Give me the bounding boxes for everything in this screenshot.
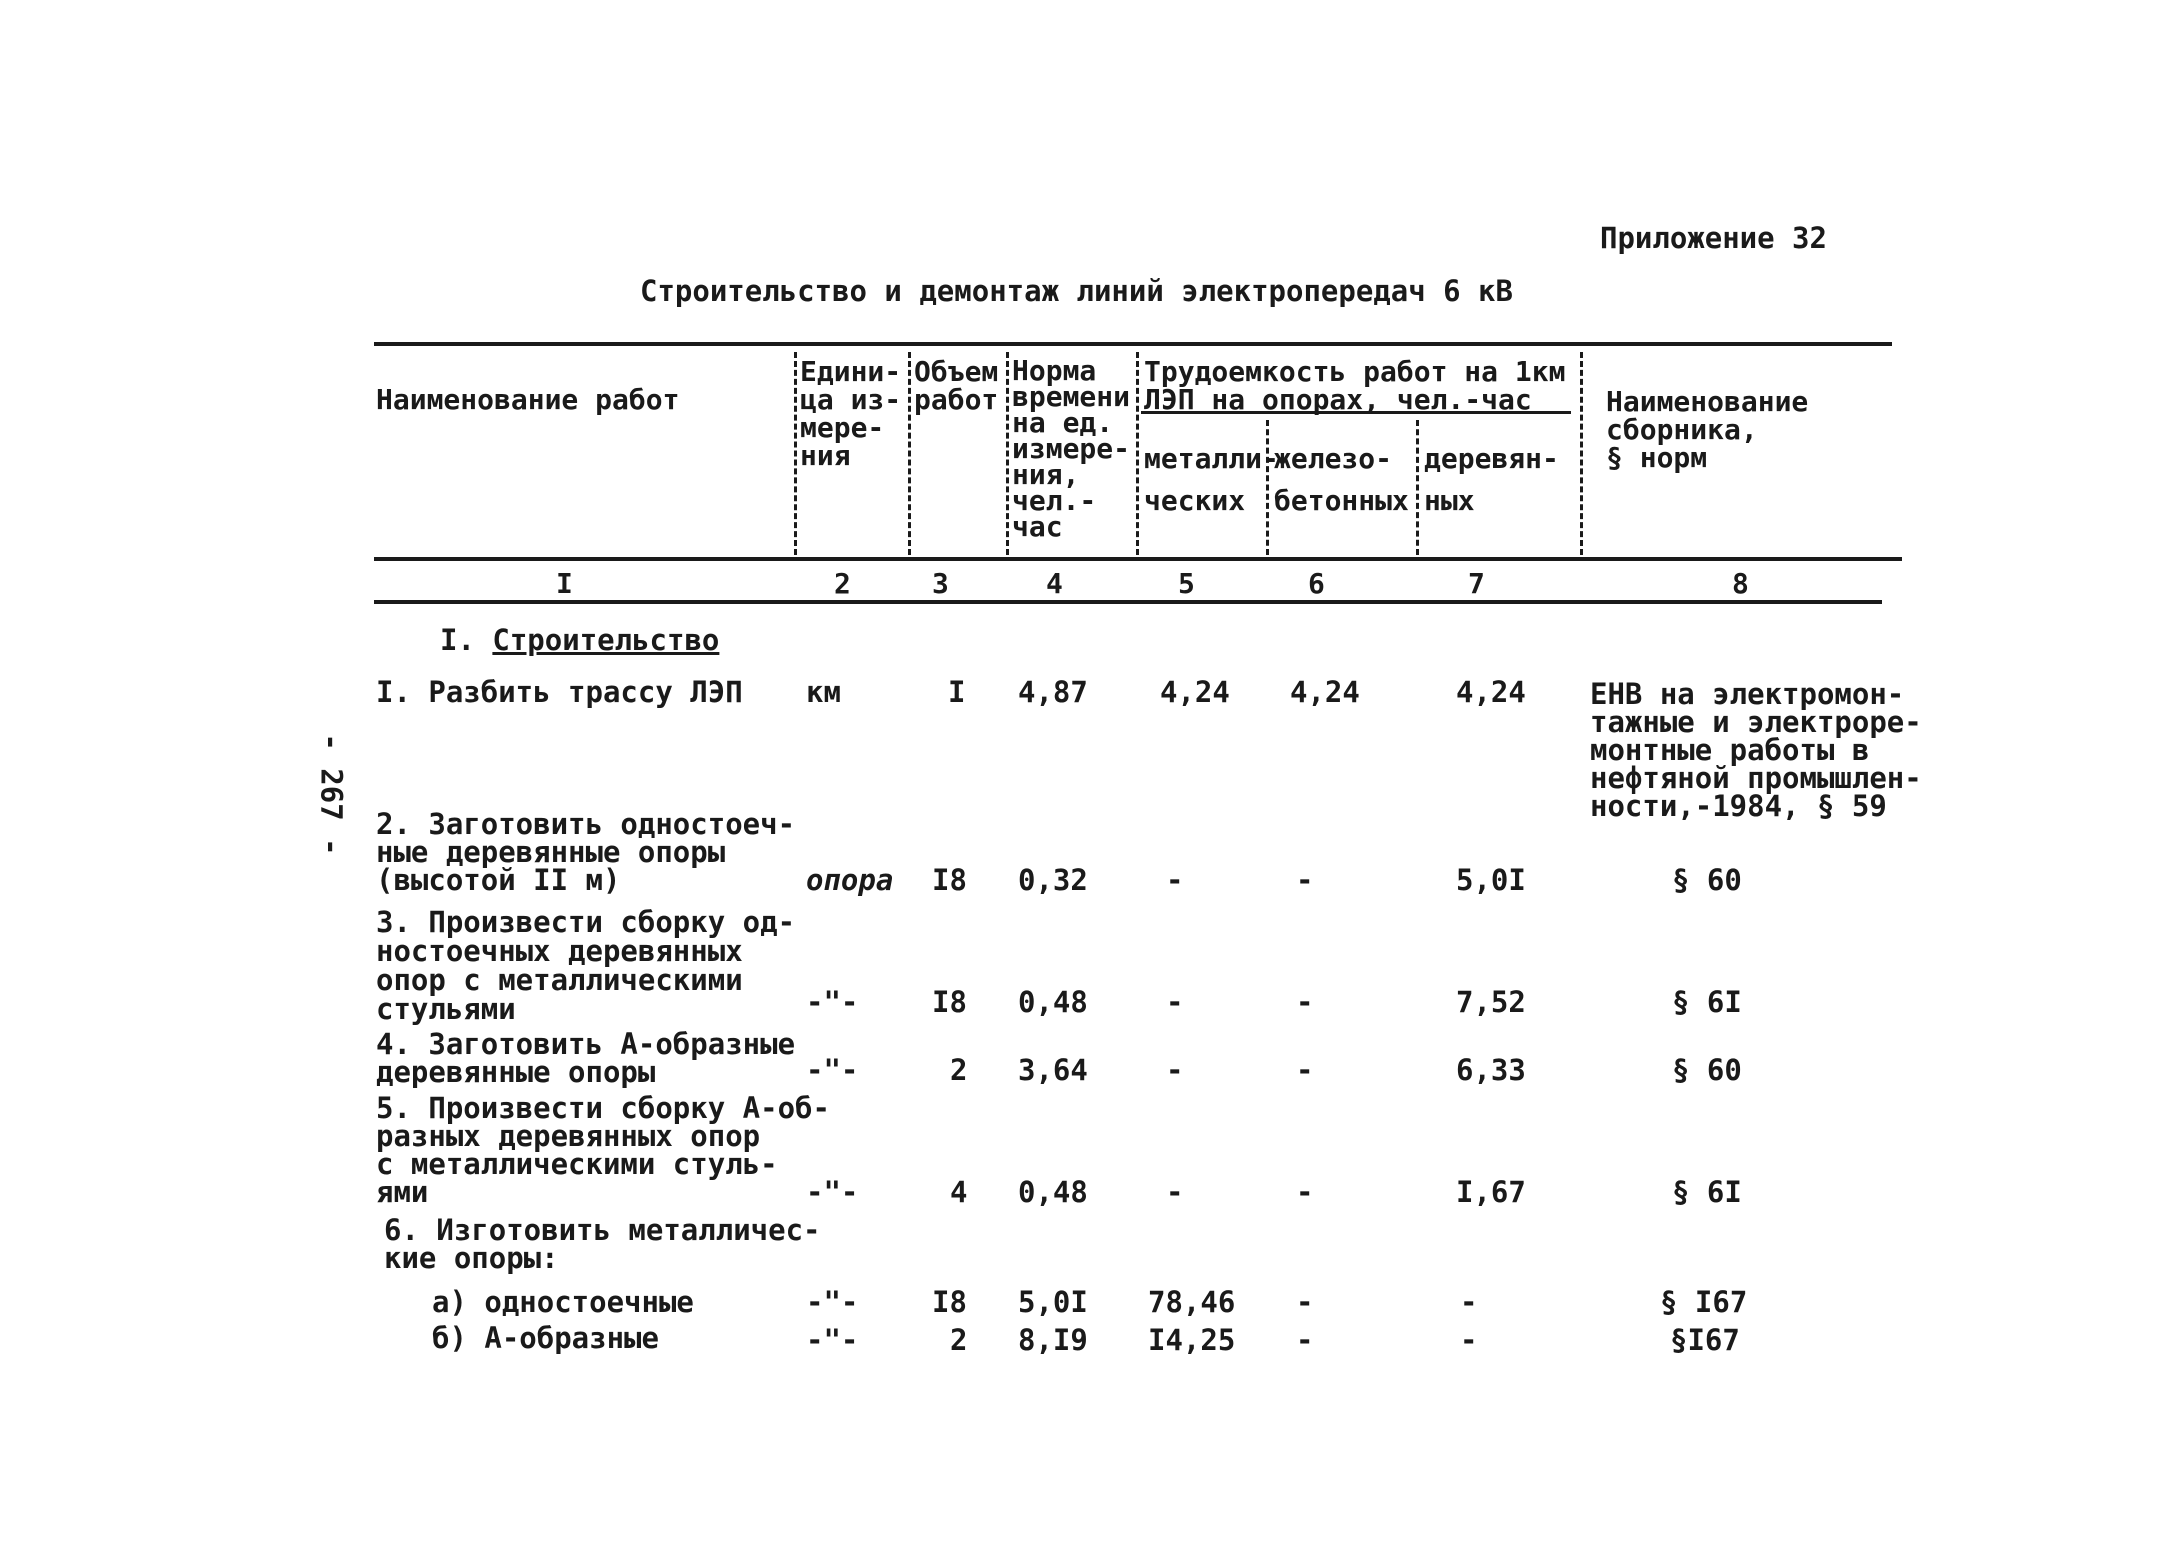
row-3-concrete: - bbox=[1296, 985, 1314, 1019]
row-6a-metal: 78,46 bbox=[1148, 1285, 1236, 1319]
col-number: 7 bbox=[1468, 567, 1485, 600]
row-2-unit: опора bbox=[806, 863, 894, 897]
header-col-metal: металли- ческих bbox=[1144, 442, 1279, 517]
row-3-wood: 7,52 bbox=[1456, 985, 1526, 1019]
row-4-wood: 6,33 bbox=[1456, 1053, 1526, 1087]
header-separator bbox=[1006, 352, 1009, 555]
col-number: 4 bbox=[1046, 567, 1063, 600]
col-number: 6 bbox=[1308, 567, 1325, 600]
row-5-unit: -"- bbox=[806, 1175, 859, 1209]
header-col-wood: деревян- ных bbox=[1424, 442, 1559, 517]
header-separator bbox=[1580, 352, 1583, 555]
row-3-unit: -"- bbox=[806, 985, 859, 1019]
row-4-volume: 2 bbox=[950, 1053, 968, 1087]
row-3-volume: I8 bbox=[932, 985, 967, 1019]
row-1-name: I. Разбить трассу ЛЭП bbox=[376, 675, 743, 709]
row-3-source: § 6I bbox=[1672, 985, 1742, 1019]
row-2-norm: 0,32 bbox=[1018, 863, 1088, 897]
row-6b-norm: 8,I9 bbox=[1018, 1323, 1088, 1357]
row-3-name: 3. Произвести сборку од- ностоечных деревянных опор с металлическими стульями bbox=[376, 905, 796, 1026]
row-6b-name: б) А-образные bbox=[432, 1321, 659, 1355]
row-6a-volume: I8 bbox=[932, 1285, 967, 1319]
row-5-norm: 0,48 bbox=[1018, 1175, 1088, 1209]
row-6b-unit: -"- bbox=[806, 1323, 859, 1357]
header-col-unit: Едини- ца из- мере- ния bbox=[800, 355, 902, 472]
section-title-text: I. Строительство bbox=[440, 623, 720, 657]
header-col-volume: Объем работ bbox=[914, 355, 999, 416]
row-6b-metal: I4,25 bbox=[1148, 1323, 1236, 1357]
header-bottom-rule bbox=[374, 557, 1902, 561]
row-6a-wood: - bbox=[1460, 1285, 1478, 1319]
row-2-name: 2. Заготовить одностоеч- ные деревянные опоры (высотой II м) bbox=[376, 807, 796, 897]
header-labor-group: Трудоемкость работ на 1км ЛЭП на опорах, чел.-час bbox=[1144, 355, 1566, 416]
row-6a-name: а) одностоечные bbox=[432, 1285, 694, 1319]
row-4-metal: - bbox=[1166, 1053, 1184, 1087]
row-5-volume: 4 bbox=[950, 1175, 968, 1209]
row-2-metal: - bbox=[1166, 863, 1184, 897]
document-title: Строительство и демонтаж линий электропередач 6 кВ bbox=[640, 274, 1513, 308]
row-5-wood: I,67 bbox=[1456, 1175, 1526, 1209]
col-number: 8 bbox=[1732, 567, 1749, 600]
header-separator bbox=[1136, 352, 1139, 555]
row-6a-source: § I67 bbox=[1660, 1285, 1748, 1319]
row-6b-source: §I67 bbox=[1670, 1323, 1740, 1357]
row-1-metal: 4,24 bbox=[1160, 675, 1230, 709]
header-separator bbox=[908, 352, 911, 555]
row-4-name: 4. Заготовить А-образные деревянные опоры bbox=[376, 1027, 796, 1089]
row-6a-concrete: - bbox=[1296, 1285, 1314, 1319]
row-5-source: § 6I bbox=[1672, 1175, 1742, 1209]
row-6b-wood: - bbox=[1460, 1323, 1478, 1357]
row-6a-unit: -"- bbox=[806, 1285, 859, 1319]
table-top-rule bbox=[374, 342, 1892, 346]
row-6a-norm: 5,0I bbox=[1018, 1285, 1088, 1319]
row-2-wood: 5,0I bbox=[1456, 863, 1526, 897]
row-4-unit: -"- bbox=[806, 1053, 859, 1087]
row-5-name: 5. Произвести сборку А-об- разных деревянных опор с металлическими стуль- ями bbox=[376, 1091, 830, 1209]
col-number: I bbox=[556, 567, 573, 600]
row-1-volume: I bbox=[948, 675, 966, 709]
row-1-norm: 4,87 bbox=[1018, 675, 1088, 709]
row-3-metal: - bbox=[1166, 985, 1184, 1019]
row-6b-concrete: - bbox=[1296, 1323, 1314, 1357]
col-number: 5 bbox=[1178, 567, 1195, 600]
row-1-concrete: 4,24 bbox=[1290, 675, 1360, 709]
header-col-source: Наименование сборника, § норм bbox=[1606, 385, 1809, 474]
header-separator bbox=[1416, 420, 1419, 555]
header-col-name: Наименование работ bbox=[376, 383, 680, 416]
row-2-concrete: - bbox=[1296, 863, 1314, 897]
numbering-rule bbox=[374, 600, 1882, 604]
header-col-concrete: железо- бетонных bbox=[1274, 442, 1409, 517]
row-4-source: § 60 bbox=[1672, 1053, 1742, 1087]
header-separator bbox=[794, 352, 797, 555]
header-col-norm: Норма времени на ед. измере- ния, чел.- час bbox=[1012, 354, 1131, 543]
section-title bbox=[440, 623, 720, 657]
row-1-wood: 4,24 bbox=[1456, 675, 1526, 709]
page-number: - 267 - bbox=[314, 733, 349, 856]
row-5-metal: - bbox=[1166, 1175, 1184, 1209]
row-6b-volume: 2 bbox=[950, 1323, 968, 1357]
row-2-source: § 60 bbox=[1672, 863, 1742, 897]
col-number: 2 bbox=[834, 567, 851, 600]
row-4-concrete: - bbox=[1296, 1053, 1314, 1087]
row-4-norm: 3,64 bbox=[1018, 1053, 1088, 1087]
row-5-concrete: - bbox=[1296, 1175, 1314, 1209]
col-number: 3 bbox=[932, 567, 949, 600]
row-6-name: 6. Изготовить металличес- кие опоры: bbox=[384, 1213, 821, 1275]
row-1-unit: км bbox=[806, 675, 841, 709]
row-3-norm: 0,48 bbox=[1018, 985, 1088, 1019]
row-1-source: ЕНВ на электромон- тажные и электроре- монтные работы в нефтяной промышлен- ности,-1984, § 59 bbox=[1590, 677, 1922, 823]
appendix-label: Приложение 32 bbox=[1600, 221, 1827, 255]
row-2-volume: I8 bbox=[932, 863, 967, 897]
